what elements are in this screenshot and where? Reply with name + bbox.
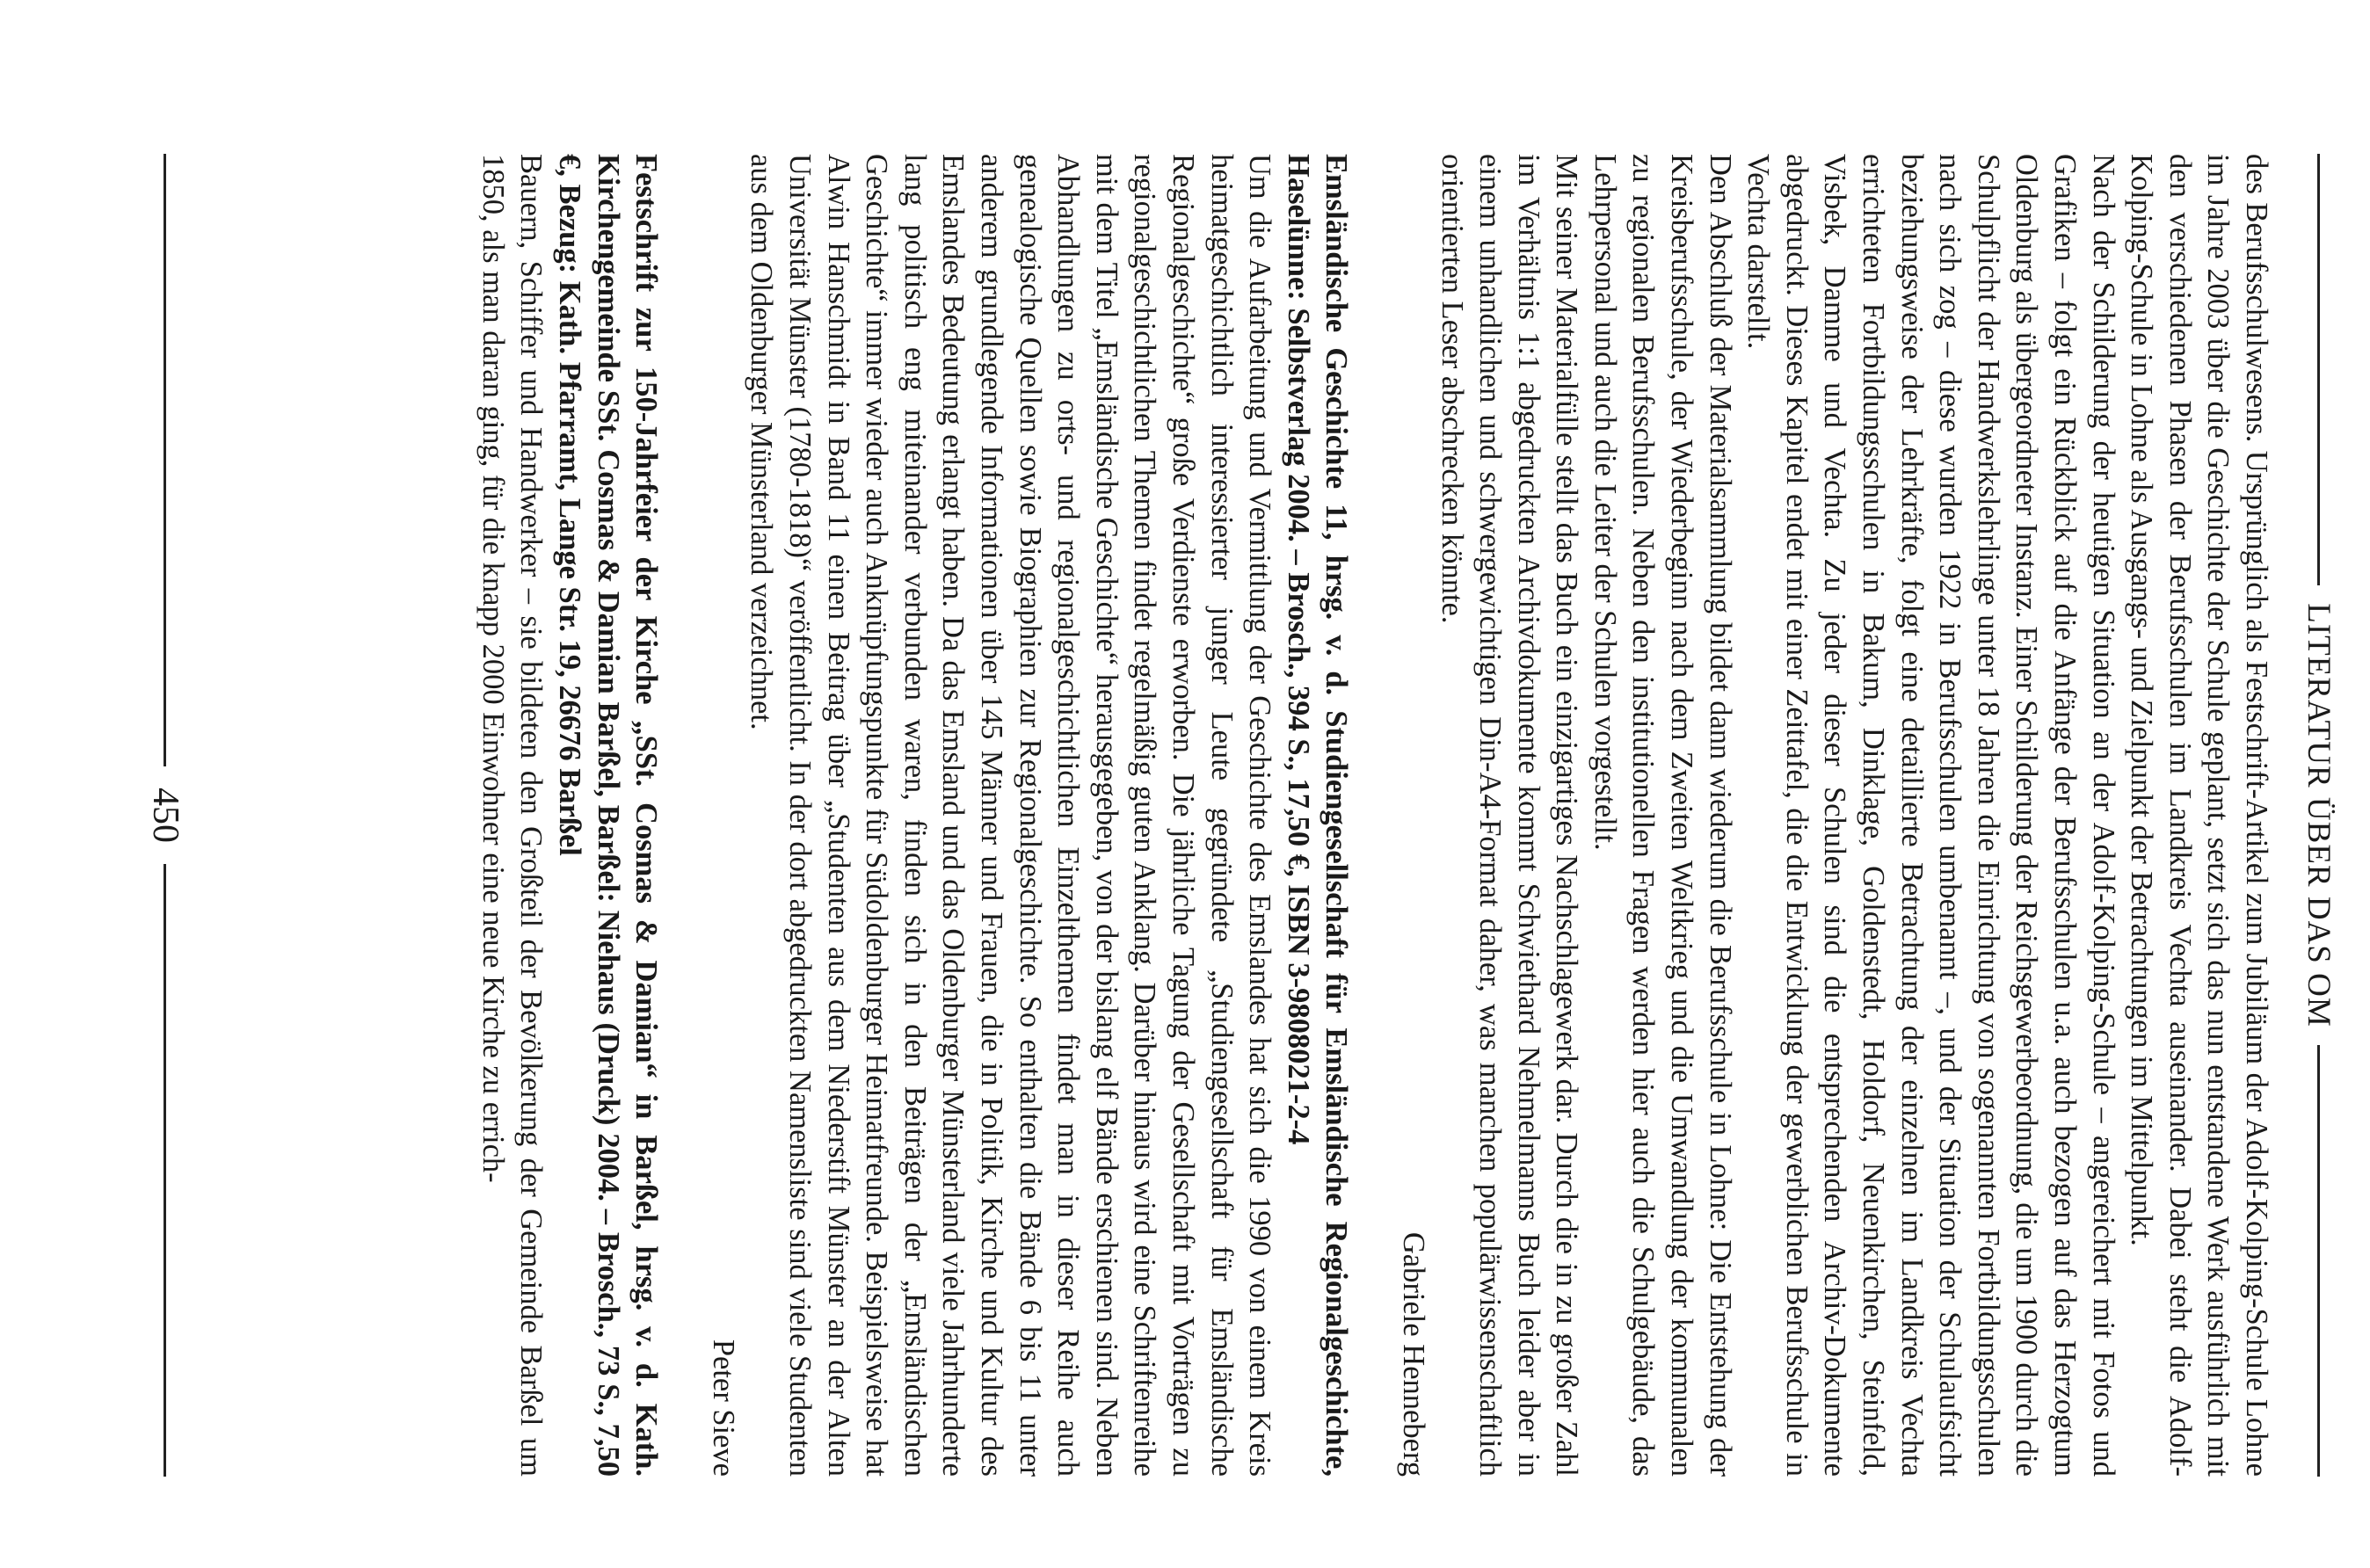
review-text: Um die Aufarbeitung und Vermittlung der Geschichte des Emslandes hat sich die 1990 von einem Kreis heimatgeschichtlich interessierter junger Leute gegründete „Studiengesellschaft für Emsländische Regionalgeschichte“ große Verdienste erworben. Die jährliche Tagung der Gesellschaft mit Vorträgen zu regionalgeschichtlichen Themen findet regelmäßig guten Anklang. Darüber hinaus wird eine Schriftenreihe mit dem Titel „Emsländische Geschichte“ herausgegeben, von der bislang elf Bände erschienen sind. Neben Abhandlungen zu orts- und regionalgeschichtlichen Einzelthemen findet man in dieser Reihe auch genealogische Quellen sowie Biographien zur Regionalgeschichte. So enthalten die Bände 6 bis 11 unter anderem grundlegende Informationen über 145 Männer und Frauen, die in Politik, Kirche und Kultur des Emslandes Bedeutung erlangt haben. Da das Emsland und das Oldenburger Münsterland viele Jahrhunderte lang politisch eng miteinander verbunden waren, finden sich in den Beiträgen der „Emsländischen Geschichte“ immer wieder auch Anknüpfungspunkte für Südoldenburger Heimatfreunde. Beispielsweise hat Alwin Hanschmidt in Band 11 einen Beitrag über „Studenten aus dem Niederstift Münster an der Alten Universität Münster (1780-1818)“ veröffentlicht. In der dort abgedruckten Namensliste sind viele Studenten aus dem Oldenburger Münsterland verzeichnet. [745,154,1277,1477]
intro-paragraph-2: Nach der Schilderung der heutigen Situation an der Adolf-Kolping-Schule – angereichert mit Fotos und Grafiken – folgt ein Rückblick auf die Anfänge der Berufsschulen u.a. auch bezogen auf das Herzogtum Oldenburg als übergeordneter Instanz. Einer Schilderung der Reichsgewerbeordnung, die um 1900 durch die Schulpflicht der Handwerkslehrlinge unter 18 Jahren die Einrichtung von sogenannten Fortbildungsschulen nach sich zog – diese wurden 1922 in Berufsschulen umbenannt –, und der Situation der Schulaufsicht beziehungsweise der Lehrkräfte, folgt eine detaillierte Betrachtung der einzelnen im Landkreis Vechta errichteten Fortbildungsschulen in Bakum, Dinklage, Goldenstedt, Holdorf, Neuenkirchen, Steinfeld, Visbek, Damme und Vechta. Zu jeder dieser Schulen sind die entsprechenden Archiv-Dokumente abgedruckt. Dieses Kapitel endet mit einer Zeittafel, die die Entwicklung der gewerblichen Berufsschule in Vechta darstellt. [1741,154,2120,1477]
section-spacer [665,154,703,1477]
review-heading: Festschrift zur 150-Jahrfeier der Kirche „SSt. Cosmas & Damian“ in Barßel, hrsg. v. d. Kath. Kirchengemeinde SSt. Cosmas & Damian Barßel, Barßel: Niehaus (Druck) 2004. – Brosch., 73 S., 7,50 €, Bezug: Kath. Pfarramt, Lange Str. 19, 26676 Barßel [553,154,664,1477]
review-heading: Emsländische Geschichte 11, hrsg. v. d. Studiengesellschaft für Emsländische Regionalgeschichte, Haselünne: Selbstverlag 2004. – Brosch., 394 S., 17,50 €, ISBN 3-9808021-2-4 [1281,154,1354,1477]
reviewer-signature: Peter Sieve [706,1339,740,1477]
header-rule-left [2318,154,2321,585]
page-body [473,154,2275,1477]
footer-rule-left [164,154,167,766]
running-header [2291,154,2347,1477]
page-number: 450 [145,788,185,843]
section-spacer [1355,154,1393,1477]
reviewer-signature: Gabriele Henneberg [1396,1231,1430,1477]
footer-rule-right [164,864,167,1477]
intro-paragraph-4: Mit seiner Materialfülle stellt das Buch ein einzigartiges Nachschlagewerk dar. Durch die in zu großer Zahl im Verhältnis 1:1 abgedruckten Archivdokumente kommt Schwiethard Nehmelmanns Buch leider aber in einem unhandlichen und schwergewichtigen Din-A4-Format daher, was manchen populärwissenschaftlich orientierten Leser abschrecken könnte. [1435,154,1584,1477]
header-title: LITERATUR ÜBER DAS OM [2301,603,2337,1027]
intro-paragraph-3: Den Abschluß der Materialsammlung bildet dann wiederum die Berufsschule in Lohne: Die Entstehung der Kreisberufsschule, der Wiederbeginn nach dem Zweiten Weltkrieg und die Umwandlung der kommunalen zu regionalen Berufsschulen. Neben den institutionellen Fragen werden hier auch die Schulgebäude, das Lehrpersonal und auch die Leiter der Schulen vorgestellt. [1588,154,1737,1477]
header-rule-right [2318,1045,2321,1477]
review-text: Bauern, Schiffer und Handwerker – sie bildeten den Großteil der Bevölkerung der Gemeinde Barßel um 1850, als man daran ging, für die knapp 2000 Einwohner eine neue Kirche zu errich- [476,154,549,1477]
page-footer [137,154,193,1477]
intro-paragraph-1: des Berufsschulwesens. Ursprünglich als Festschrift-Artikel zum Jubiläum der Adolf-Kolping-Schule Lohne im Jahre 2003 über die Geschichte der Schule geplant, setzt sich das nun entstandene Werk ausführlich mit den verschiedenen Phasen der Berufsschulen im Landkreis Vechta auseinander. Dabei steht die Adolf-Kolping-Schule in Lohne als Ausgangs- und Zielpunkt der Betrachtungen im Mittelpunkt. [2125,154,2273,1477]
